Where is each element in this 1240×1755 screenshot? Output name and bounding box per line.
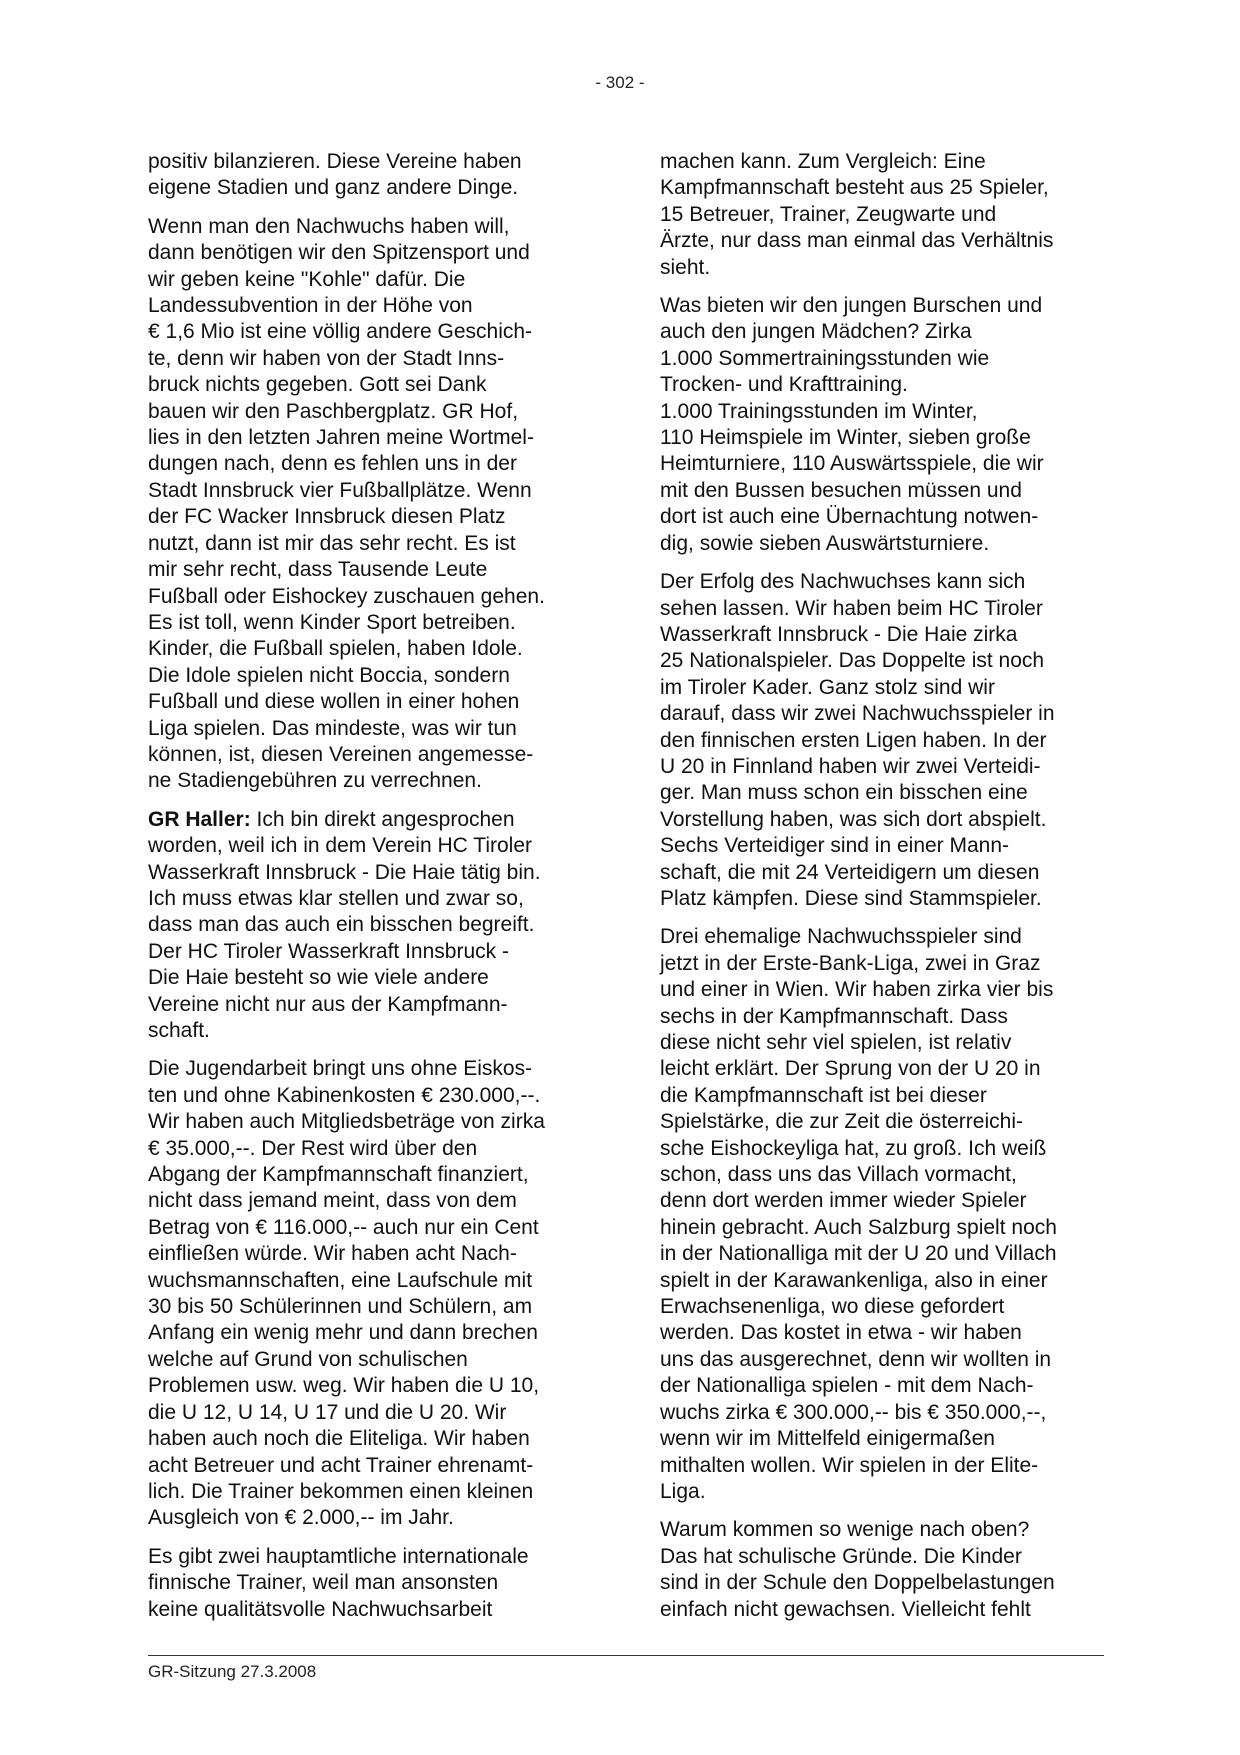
footer-session-date: GR-Sitzung 27.3.2008 — [148, 1662, 317, 1681]
paragraph: Es gibt zwei hauptamtliche internationale finnische Trainer, weil man ansonsten keine qualitätsvolle Nachwuchsarbeit — [148, 1544, 529, 1621]
paragraph-speech — [148, 807, 588, 1045]
paragraph: Der Erfolg des Nachwuchses kann sich sehen lassen. Wir haben beim HC Tiroler Wasserkraft Innsbruck - Die Haie zirka 25 Nationalspieler. Das Doppelte ist noch im Tiroler Kader. Ganz stolz sind wir darauf, dass wir zwei Nachwuchsspieler in den finnischen ersten Ligen haben. In der U 20 in Finnland haben wir zwei Verteidi- ger. Man muss schon ein bisschen eine Vorstellung haben, was sich dort abspielt. Sechs Verteidiger sind in einer Mann- schaft, die mit 24 Verteidigern um diesen Platz kämpfen. Diese sind Stammspieler. — [660, 570, 1055, 910]
paragraph: machen kann. Zum Vergleich: Eine Kampfmannschaft besteht aus 25 Spieler, 15 Betreuer, Trainer, Zeugwarte und Ärzte, nur dass man einmal das Verhältnis sieht. — [660, 150, 1054, 279]
right-column — [660, 149, 1100, 1635]
speech-text: Ich bin direkt angesprochen worden, weil ich in dem Verein HC Tiroler Wasserkraft Innsbruck - Die Haie tätig bin. Ich muss etwas klar stellen und zwar so, dass man das auch ein bisschen begreift. Der HC Tiroler Wasserkraft Innsbruck - Die Haie besteht so wie viele andere Vereine nicht nur aus der Kampfmann- schaft. — [148, 807, 541, 1042]
speaker-name: GR Haller: — [148, 807, 251, 831]
paragraph: Warum kommen so wenige nach oben? Das hat schulische Gründe. Die Kinder sind in der Schule den Doppelbelastungen einfach nicht gewachsen. Vielleicht fehlt — [660, 1518, 1055, 1621]
paragraph: Drei ehemalige Nachwuchsspieler sind jetzt in der Erste-Bank-Liga, zwei in Graz und einer in Wien. Wir haben zirka vier bis sechs in der Kampfmannschaft. Dass diese nicht sehr viel spielen, ist relativ leicht erklärt. Der Sprung von der U 20 in die Kampfmannschaft ist bei dieser Spielstärke, die zur Zeit die österreichi- sche Eishockeyliga hat, zu groß. Ich weiß schon, dass uns das Villach vormacht, denn dort werden immer wieder Spieler hinein gebracht. Auch Salzburg spielt noch in der Nationalliga mit der U 20 und Villach spielt in der Karawankenliga, also in einer Erwachsenenliga, wo diese gefordert werden. Das kostet in etwa - wir haben uns das ausgerechnet, denn wir wollten in der Nationalliga spielen - mit dem Nach- wuchs zirka € 300.000,-- bis € 350.000,--, wenn wir im Mittelfeld einigermaßen mithalten wollen. Wir spielen in der Elite- Liga. — [660, 925, 1057, 1503]
footer-divider — [148, 1655, 1104, 1656]
page-number: - 302 - — [595, 73, 645, 92]
left-column — [148, 149, 588, 1635]
paragraph: positiv bilanzieren. Diese Vereine haben eigene Stadien und ganz andere Dinge. — [148, 150, 522, 200]
paragraph: Was bieten wir den jungen Burschen und auch den jungen Mädchen? Zirka 1.000 Sommertrainingsstunden wie Trocken- und Krafttraining. 1.000 Trainingsstunden im Winter, 110 Heimspiele im Winter, sieben große Heimturniere, 110 Auswärtsspiele, die wir mit den Bussen besuchen müssen und dort ist auch eine Übernachtung notwen- dig, sowie sieben Auswärtsturniere. — [660, 294, 1044, 555]
paragraph: Die Jugendarbeit bringt uns ohne Eiskos- ten und ohne Kabinenkosten € 230.000,--. Wir haben auch Mitgliedsbeträge von zirka € 35.000,--. Der Rest wird über den Abgang der Kampfmannschaft finanziert, nicht dass jemand meint, dass von dem Betrag von € 116.000,-- auch nur ein Cent einfließen würde. Wir haben acht Nach- wuchsmannschaften, eine Laufschule mit 30 bis 50 Schülerinnen und Schülern, am Anfang ein wenig mehr und dann brechen welche auf Grund von schulischen Problemen usw. weg. Wir haben die U 10, die U 12, U 14, U 17 und die U 20. Wir haben auch noch die Eliteliga. Wir haben acht Betreuer und acht Trainer ehrenamt- lich. Die Trainer bekommen einen kleinen Ausgleich von € 2.000,-- im Jahr. — [148, 1057, 545, 1530]
paragraph: Wenn man den Nachwuchs haben will, dann benötigen wir den Spitzensport und wir geben keine "Kohle" dafür. Die Landessubvention in der Höhe von € 1,6 Mio ist eine völlig andere Geschich- te, denn wir haben von der Stadt Inns- bruck nichts gegeben. Gott sei Dank bauen wir den Paschbergplatz. GR Hof, lies in den letzten Jahren meine Wortmel- dungen nach, denn es fehlen uns in der Stadt Innsbruck vier Fußballplätze. Wenn der FC Wacker Innsbruck diesen Platz nutzt, dann ist mir das sehr recht. Es ist mir sehr recht, dass Tausende Leute Fußball oder Eishockey zuschauen gehen. Es ist toll, wenn Kinder Sport betreiben. Kinder, die Fußball spielen, haben Idole. Die Idole spielen nicht Boccia, sondern Fußball und diese wollen in einer hohen Liga spielen. Das mindeste, was wir tun können, ist, diesen Vereinen angemesse- ne Stadiengebühren zu verrechnen. — [148, 214, 545, 793]
